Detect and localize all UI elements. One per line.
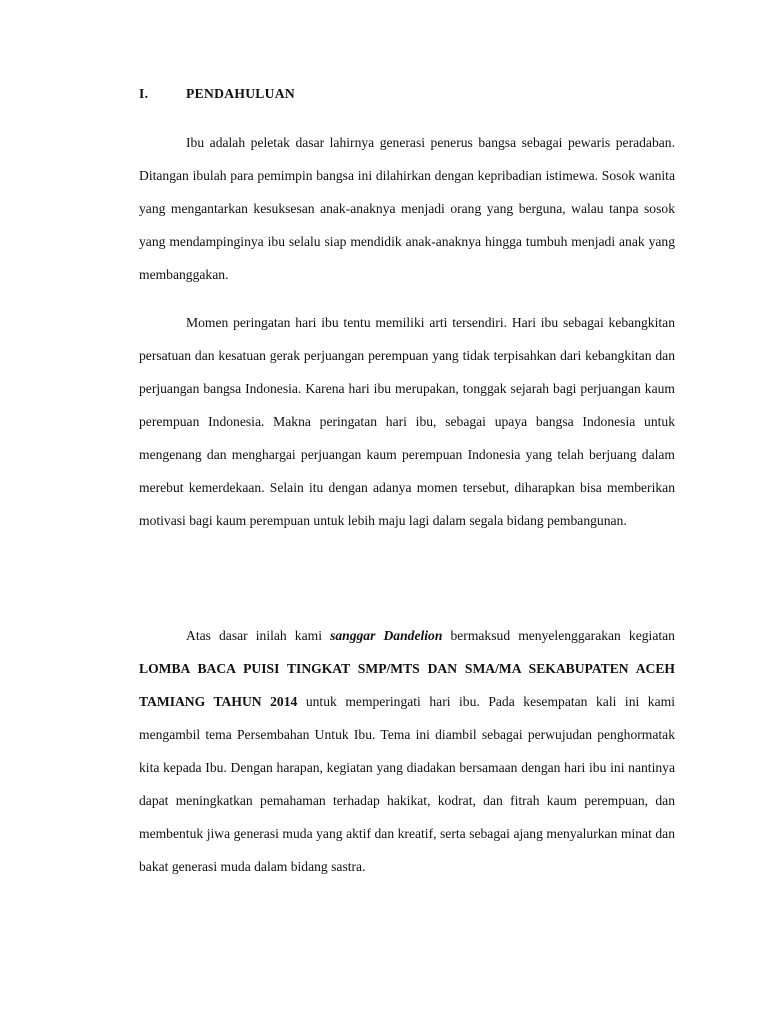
section-number: I. [139, 86, 149, 101]
section-title: PENDAHULUAN [186, 86, 296, 101]
paragraph-2-text: Momen peringatan hari ibu tentu memiliki arti tersendiri. Hari ibu sebagai kebangkitan persatuan dan kesatuan gerak perjuangan perempuan yang tidak terpisahkan dari kebangkitan dan perjuangan bangsa Indonesia. Karena hari ibu merupakan, tonggak sejarah bagi perjuangan kaum perempuan Indonesia. Makna peringatan hari ibu, sebagai upaya bangsa Indonesia untuk mengenang dan menghargai perjuangan kaum perempuan Indonesia yang telah berjuang dalam merebut kemerdekaan. Selain itu dengan adanya momen tersebut, diharapkan bisa memberikan motivasi bagi kaum perempuan untuk lebih maju lagi dalam segala bidang pembangunan. [139, 315, 675, 528]
organization-name: sanggar Dandelion [330, 628, 443, 643]
paragraph-3-text-end: untuk memperingati hari ibu. Pada kesempatan kali ini kami mengambil tema Persembahan Untuk Ibu. Tema ini diambil sebagai perwujudan penghormatak kita kepada Ibu. Dengan harapan, kegiatan yang diadakan bersamaan dengan hari ibu ini nantinya dapat meningkatkan pemahaman terhadap hakikat, kodrat, dan fitrah kaum perempuan, dan membentuk jiwa generasi muda yang aktif dan kreatif, serta sebagai ajang menyalurkan minat dan bakat generasi muda dalam bidang sastra. [139, 694, 675, 874]
paragraph-3 [139, 619, 675, 883]
paragraph-1 [139, 126, 675, 291]
section-heading [139, 86, 295, 102]
paragraph-3-text-middle: bermaksud menyelenggarakan kegiatan [442, 628, 675, 643]
paragraph-3-text-start: Atas dasar inilah kami [186, 628, 331, 643]
event-name: LOMBA BACA PUISI TINGKAT SMP/MTS DAN SMA/MA SEKABUPATEN ACEH TAMIANG TAHUN 2014 [139, 661, 675, 709]
paragraph-1-text: Ibu adalah peletak dasar lahirnya generasi penerus bangsa sebagai pewaris peradaban. Ditangan ibulah para pemimpin bangsa ini dilahirkan dengan kepribadian istimewa. Sosok wanita yang mengantarkan kesuksesan anak-anaknya menjadi orang yang berguna, walau tanpa sosok yang mendampinginya ibu selalu siap mendidik anak-anaknya hingga tumbuh menjadi anak yang membanggakan. [139, 135, 675, 282]
paragraph-2 [139, 306, 675, 537]
